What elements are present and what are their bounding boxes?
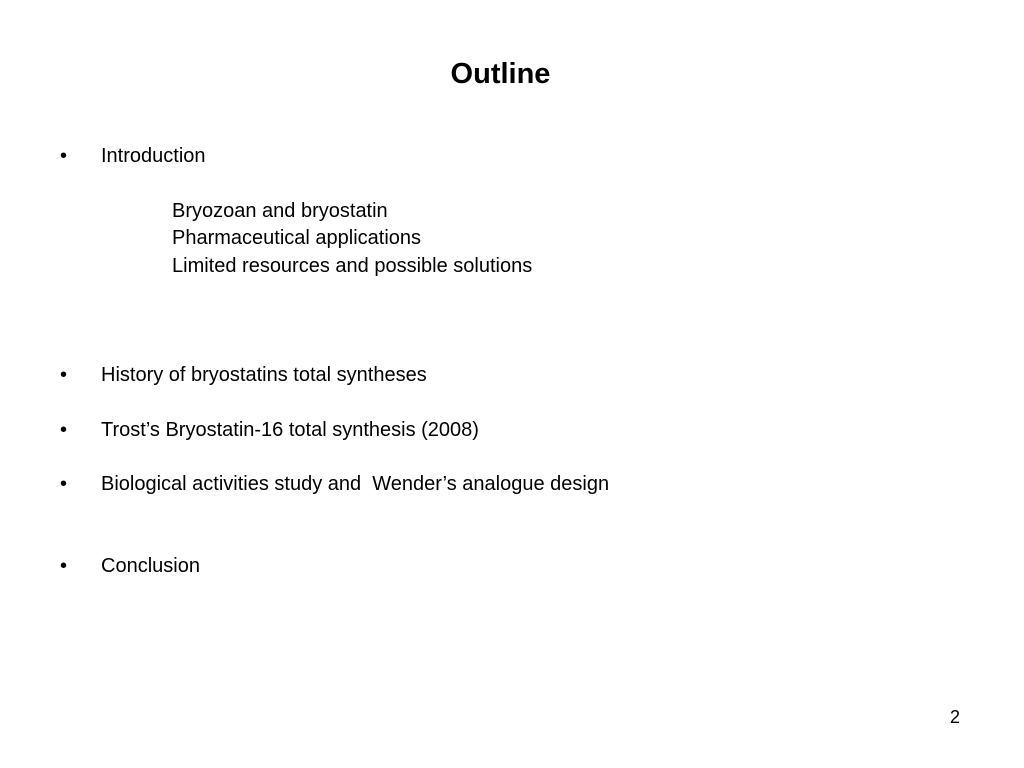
bullet-biological-activities [60, 472, 609, 496]
bullet-label: Conclusion [101, 555, 200, 577]
page-number: 2 [949, 707, 960, 727]
bullet-history [60, 363, 427, 387]
bullet-label: History of bryostatins total syntheses [101, 364, 427, 386]
bullet-label: Introduction [101, 145, 206, 167]
subitem-bryozoan: Bryozoan and bryostatin [172, 200, 388, 222]
bullet-trost-synthesis [60, 418, 479, 442]
subitem-pharmaceutical: Pharmaceutical applications [172, 227, 422, 249]
bullet-label: Biological activities study and Wender’s analogue design [101, 473, 610, 495]
bullet-introduction [60, 144, 206, 168]
bullet-icon: • [60, 419, 68, 441]
subitem-limited-resources: Limited resources and possible solutions [172, 255, 533, 277]
bullet-icon: • [60, 473, 68, 495]
bullet-icon: • [60, 145, 68, 167]
bullet-conclusion [60, 554, 200, 578]
bullet-icon: • [60, 364, 68, 386]
slide-title: Outline [450, 58, 551, 90]
bullet-label: Trost’s Bryostatin-16 total synthesis (2008) [101, 419, 479, 441]
bullet-icon: • [60, 555, 68, 577]
